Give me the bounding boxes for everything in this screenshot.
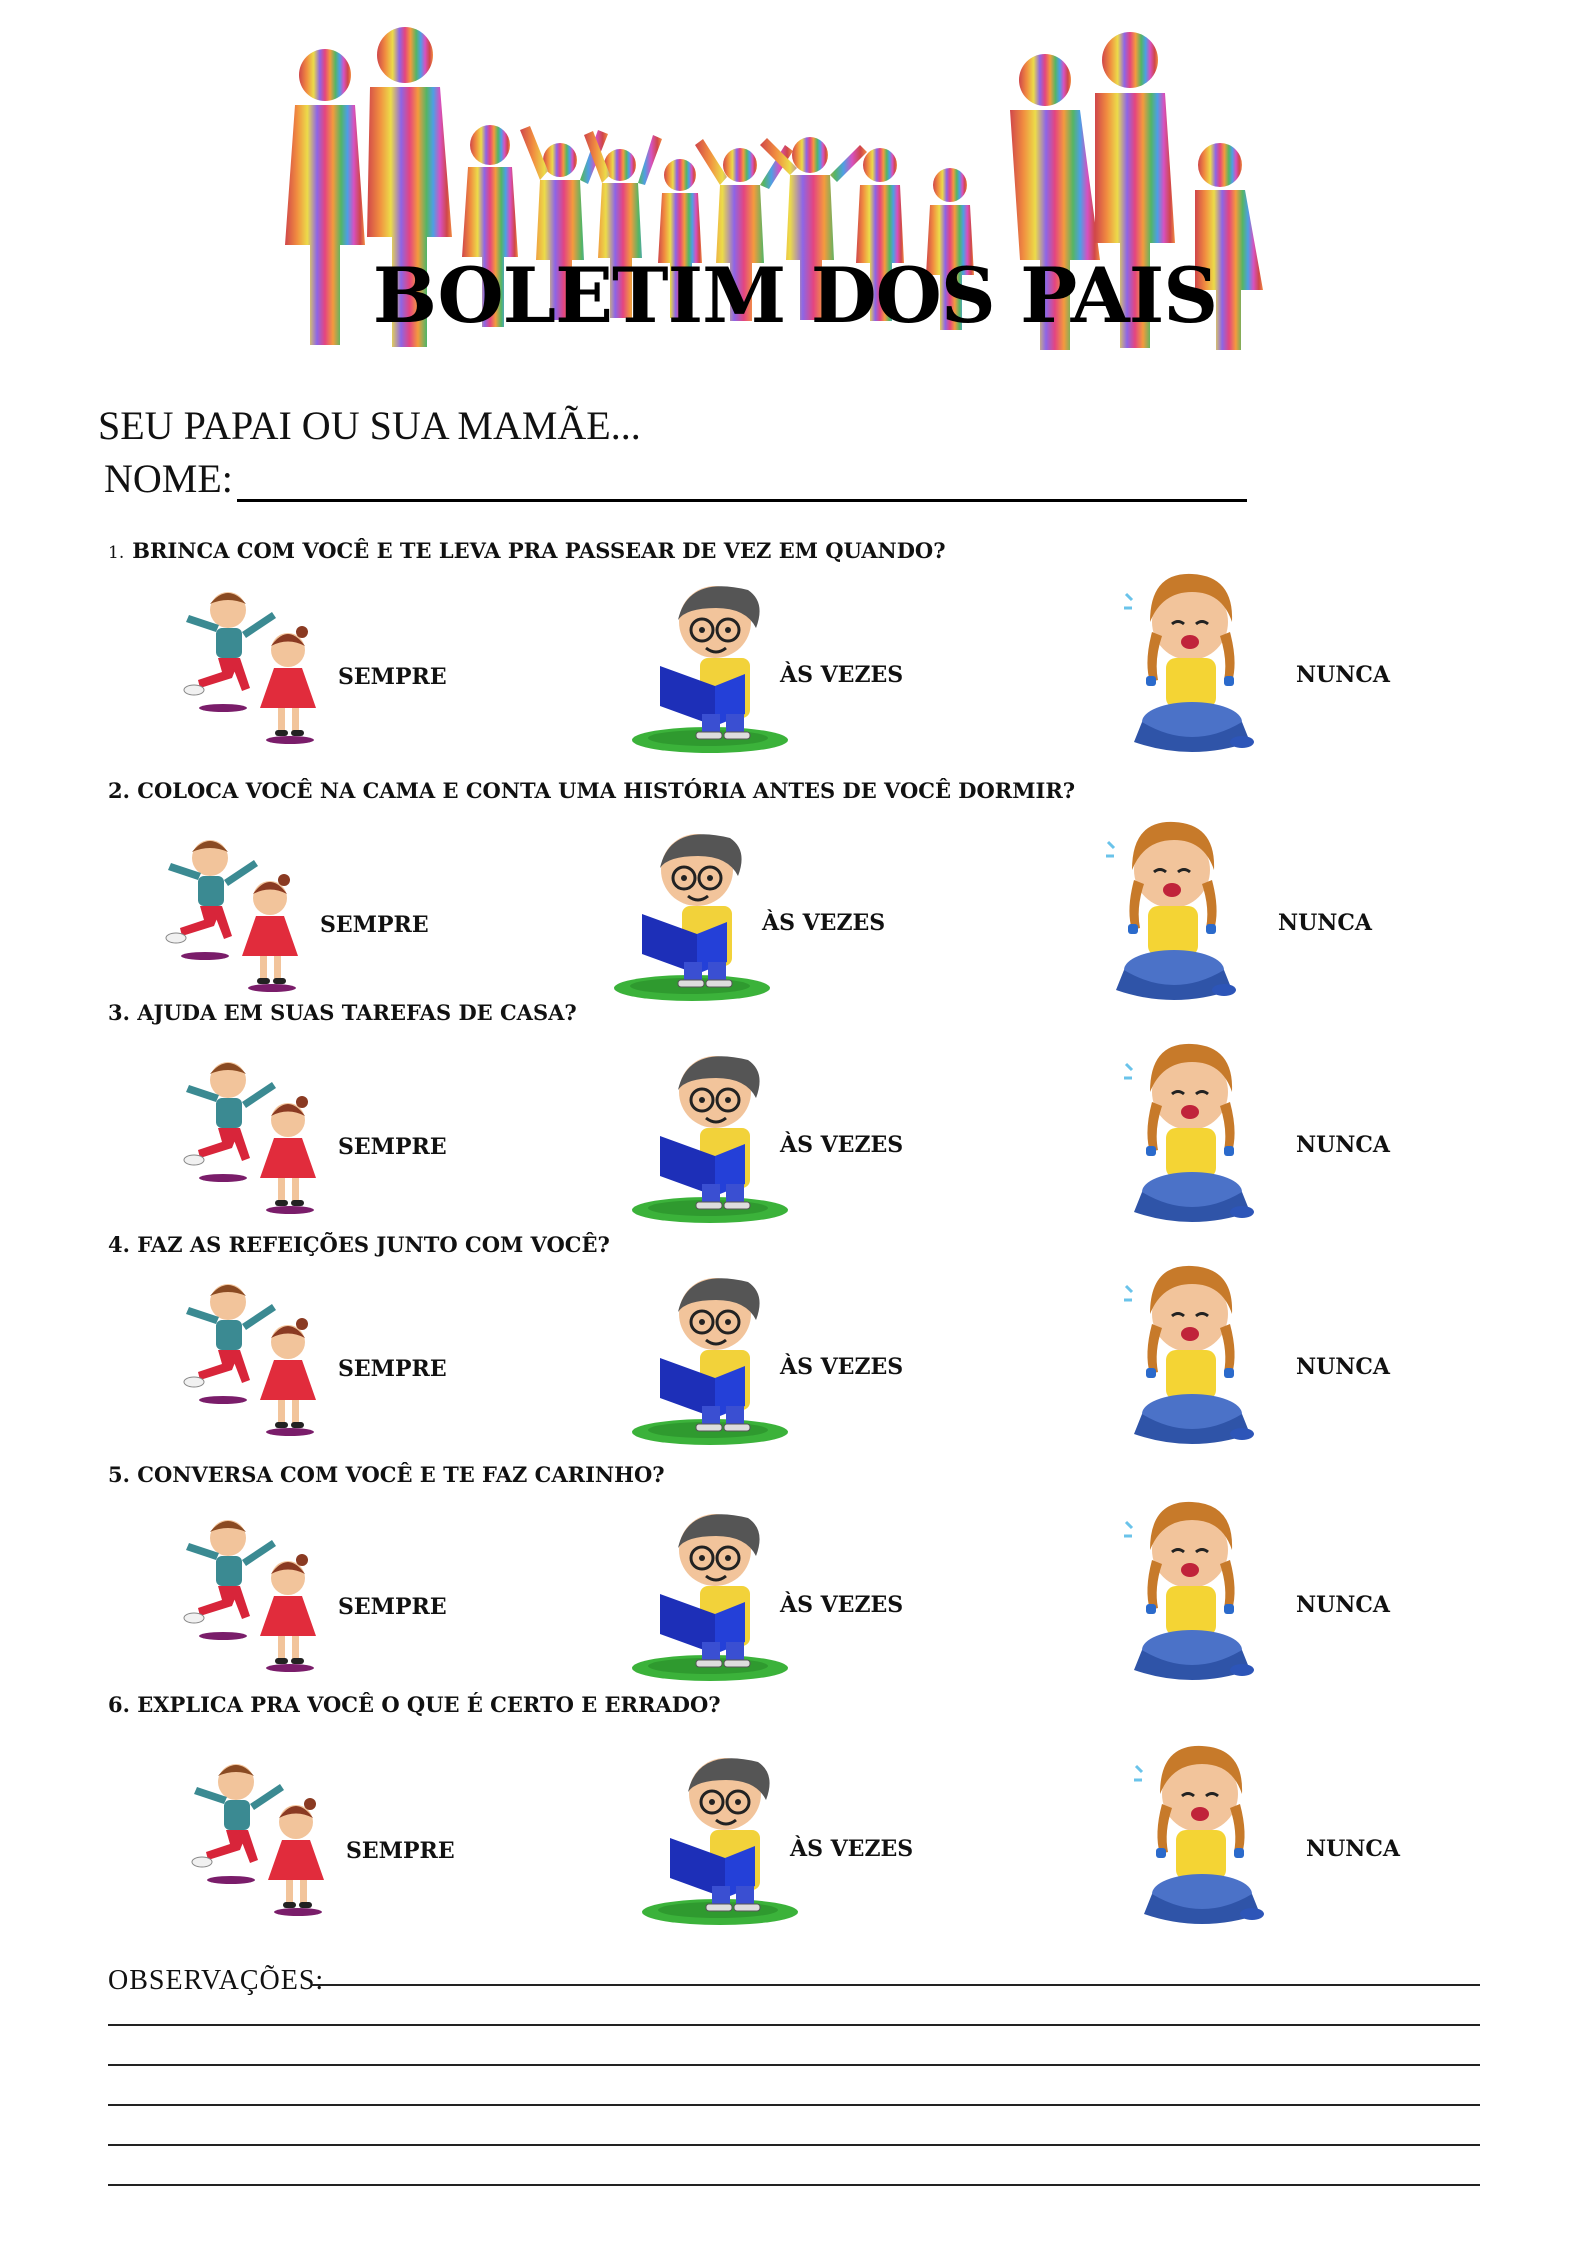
observations-line[interactable] bbox=[108, 2144, 1480, 2146]
crying-girl-icon[interactable] bbox=[1102, 820, 1252, 1009]
option-never-label[interactable]: NUNCA bbox=[1278, 910, 1372, 936]
option-sometimes-label[interactable]: ÀS VEZES bbox=[762, 910, 886, 936]
reading-boy-icon[interactable] bbox=[630, 1050, 800, 1229]
name-blank-line[interactable] bbox=[237, 459, 1247, 502]
jumping-kids-icon[interactable] bbox=[178, 1050, 328, 1219]
question-5 bbox=[108, 1462, 665, 1487]
option-never-label[interactable]: NUNCA bbox=[1306, 1836, 1400, 1862]
reading-boy-icon[interactable] bbox=[630, 580, 800, 759]
question-text: 6. EXPLICA PRA VOCÊ O QUE É CERTO E ERRADO? bbox=[108, 1692, 721, 1717]
option-always-label[interactable]: SEMPRE bbox=[320, 912, 429, 938]
reading-boy-icon[interactable] bbox=[630, 1508, 800, 1687]
observations-label: OBSERVAÇÕES: bbox=[108, 1965, 325, 1996]
crying-girl-icon[interactable] bbox=[1130, 1744, 1280, 1933]
option-sometimes-label[interactable]: ÀS VEZES bbox=[790, 1836, 914, 1862]
question-text: 3. AJUDA EM SUAS TAREFAS DE CASA? bbox=[108, 1000, 577, 1025]
crying-girl-icon[interactable] bbox=[1120, 1042, 1270, 1231]
jumping-kids-icon[interactable] bbox=[178, 1508, 328, 1677]
crying-girl-icon[interactable] bbox=[1120, 1264, 1270, 1453]
question-2 bbox=[108, 778, 1075, 803]
crying-girl-icon[interactable] bbox=[1120, 1500, 1270, 1689]
page-title: BOLETIM DOS PAIS bbox=[372, 251, 1218, 340]
jumping-kids-icon[interactable] bbox=[178, 1272, 328, 1441]
question-text: BRINCA COM VOCÊ E TE LEVA PRA PASSEAR DE VEZ EM QUANDO? bbox=[132, 538, 946, 563]
option-always-label[interactable]: SEMPRE bbox=[338, 664, 447, 690]
question-3 bbox=[108, 1000, 577, 1025]
question-text: 2. COLOCA VOCÊ NA CAMA E CONTA UMA HISTÓRIA ANTES DE VOCÊ DORMIR? bbox=[108, 778, 1076, 803]
observations-line[interactable] bbox=[108, 2184, 1480, 2186]
option-always-label[interactable]: SEMPRE bbox=[338, 1594, 447, 1620]
reading-boy-icon[interactable] bbox=[630, 1272, 800, 1451]
question-text: 4. FAZ AS REFEIÇÕES JUNTO COM VOCÊ? bbox=[108, 1232, 610, 1257]
question-4 bbox=[108, 1232, 610, 1257]
name-label: NOME: bbox=[104, 456, 233, 501]
subtitle: SEU PAPAI OU SUA MAMÃE... bbox=[98, 403, 641, 448]
option-never-label[interactable]: NUNCA bbox=[1296, 1132, 1390, 1158]
reading-boy-icon[interactable] bbox=[640, 1752, 810, 1931]
jumping-kids-icon[interactable] bbox=[160, 828, 310, 997]
reading-boy-icon[interactable] bbox=[612, 828, 782, 1007]
option-never-label[interactable]: NUNCA bbox=[1296, 1592, 1390, 1618]
option-sometimes-label[interactable]: ÀS VEZES bbox=[780, 1354, 904, 1380]
observations-line[interactable] bbox=[108, 2024, 1480, 2026]
name-field-row bbox=[104, 455, 1247, 502]
option-always-label[interactable]: SEMPRE bbox=[338, 1356, 447, 1382]
option-sometimes-label[interactable]: ÀS VEZES bbox=[780, 1132, 904, 1158]
crying-girl-icon[interactable] bbox=[1120, 572, 1270, 761]
observations-line[interactable] bbox=[108, 2104, 1480, 2106]
question-number: 1. bbox=[108, 543, 125, 563]
option-never-label[interactable]: NUNCA bbox=[1296, 1354, 1390, 1380]
jumping-kids-icon[interactable] bbox=[186, 1752, 336, 1921]
jumping-kids-icon[interactable] bbox=[178, 580, 328, 749]
observations-line[interactable] bbox=[312, 1984, 1480, 1986]
option-never-label[interactable]: NUNCA bbox=[1296, 662, 1390, 688]
option-always-label[interactable]: SEMPRE bbox=[338, 1134, 447, 1160]
option-sometimes-label[interactable]: ÀS VEZES bbox=[780, 1592, 904, 1618]
question-text: 5. CONVERSA COM VOCÊ E TE FAZ CARINHO? bbox=[108, 1462, 665, 1487]
option-sometimes-label[interactable]: ÀS VEZES bbox=[780, 662, 904, 688]
question-1 bbox=[108, 538, 946, 563]
question-6 bbox=[108, 1692, 721, 1717]
option-always-label[interactable]: SEMPRE bbox=[346, 1838, 455, 1864]
observations-line[interactable] bbox=[108, 2064, 1480, 2066]
